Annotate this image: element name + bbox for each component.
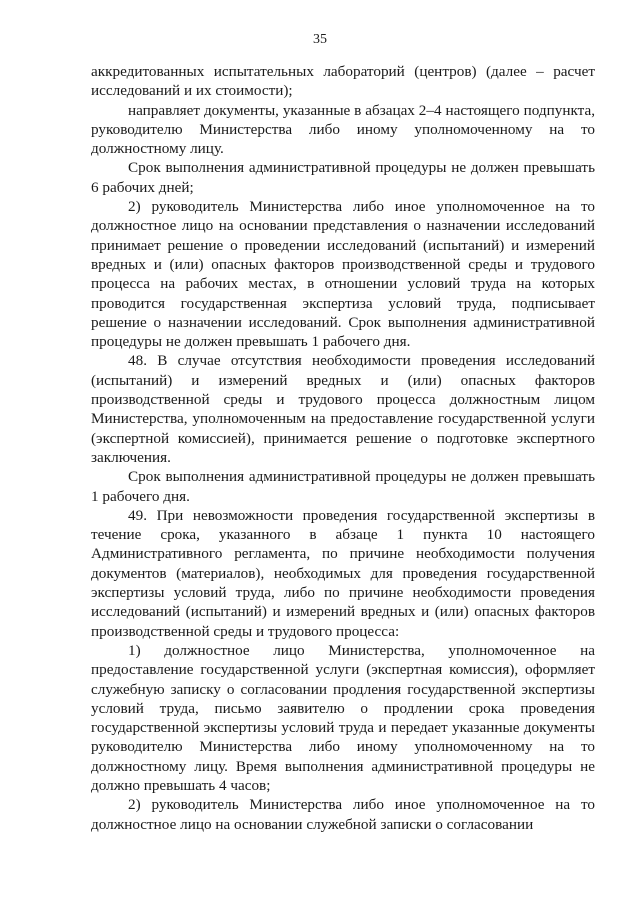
paragraph-send-documents: направляет документы, указанные в абзацах 2–4 настоящего подпункта, руководителю Министерства либо иному уполномоченному на то должностному лицу. [91,101,595,158]
paragraph-subitem-1: 1) должностное лицо Министерства, уполномоченное на предоставление государственной услуги (экспертная комиссия), оформляет служебную записку о согласовании продления государственной экспертизы условий труда, письмо заявителю о продлении срока проведения государственной экспертизы условий труда и передает указанные документы руководителю Министерства либо иному уполномоченному на то должностному лицу. Время выполнения административной процедуры не должно превышать 4 часов; [91,641,595,794]
paragraph-subitem-2: 2) руководитель Министерства либо иное уполномоченное на то должностное лицо на основании представления о назначении исследований принимает решение о проведении исследований (испытаний) и измерений вредных и (или) опасных факторов производственной среды и трудового процесса на рабочих местах, в отношении условий труда на которых проводится государственная экспертиза условий труда, подписывает решение о назначении исследований. Срок выполнения административной процедуры не должен превышать 1 рабочего дня. [91,198,595,351]
paragraph-item-49: 49. При невозможности проведения государственной экспертизы в течение срока, указанного в абзаце 1 пункта 10 настоящего Административного регламента, по причине необходимости получения документов (материалов), необходимых для проведения государственной экспертизы условий труда, либо по причине необходимости проведения исследований (испытаний) и измерений вредных и (или) опасных факторов производственной среды и трудового процесса: [91,506,595,640]
paragraph-deadline-1-day: Срок выполнения административной процедуры не должен превышать 1 рабочего дня. [91,468,595,505]
paragraph-deadline-6-days: Срок выполнения административной процедуры не должен превышать 6 рабочих дней; [91,159,595,196]
page-number: 35 [313,32,327,47]
paragraph-subitem-2-continued: 2) руководитель Министерства либо иное уполномоченное на то должностное лицо на основании служебной записки о согласовании [91,796,595,833]
document-body [91,62,595,834]
paragraph-continuation: аккредитованных испытательных лабораторий (центров) (далее – расчет исследований и их стоимости); [91,63,595,100]
paragraph-item-48: 48. В случае отсутствия необходимости проведения исследований (испытаний) и измерений вредных и (или) опасных факторов производственной среды и трудового процесса должностным лицом Министерства, уполномоченным на предоставление государственной услуги (экспертной комиссией), принимается решение о подготовке экспертного заключения. [91,352,595,466]
